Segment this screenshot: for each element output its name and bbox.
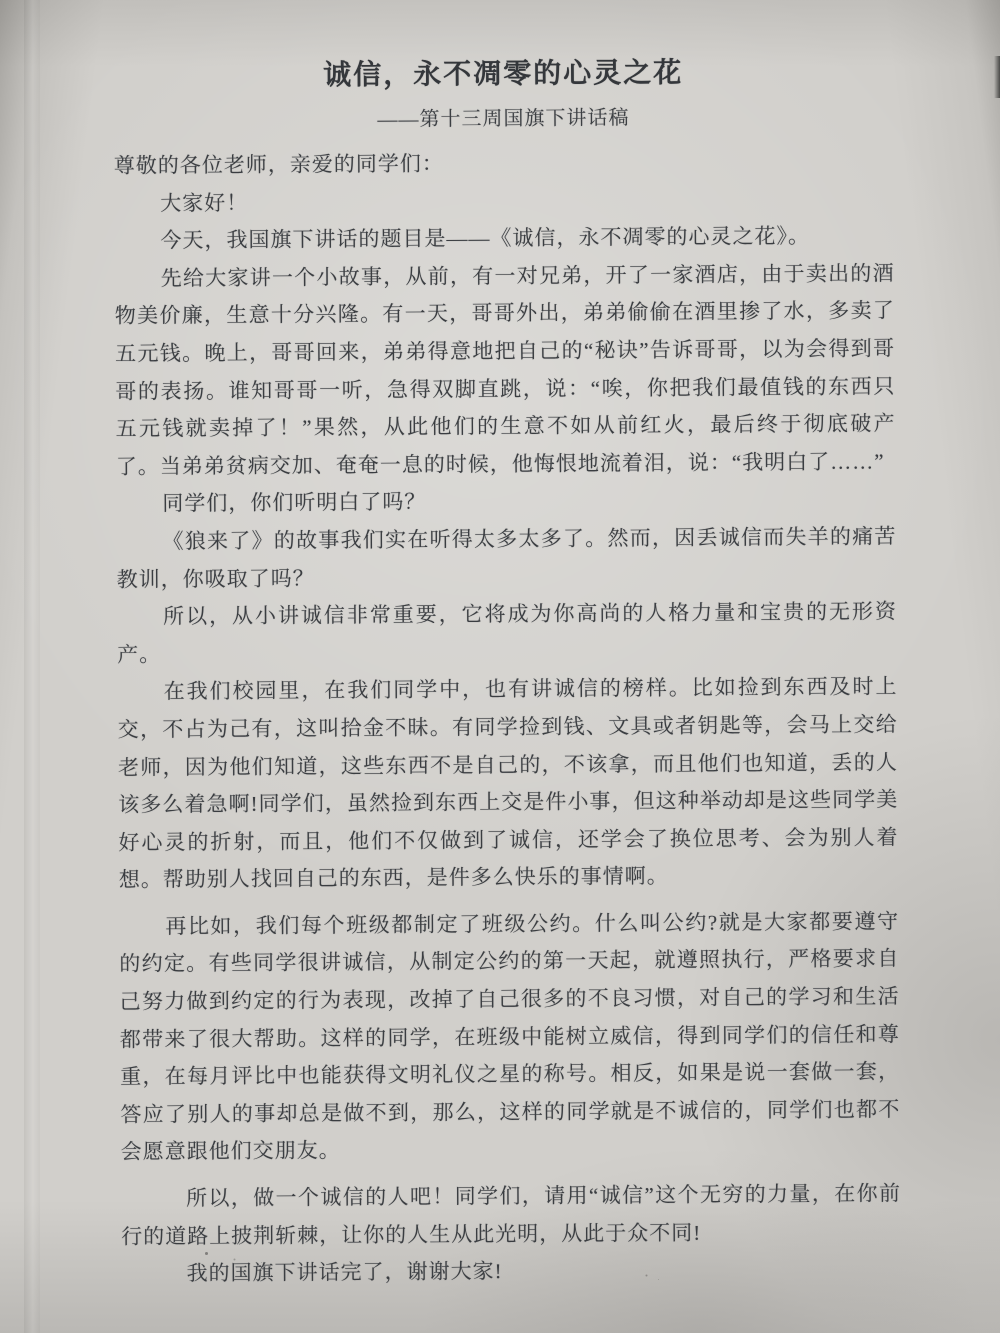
paragraph-class-pact: 再比如，我们每个班级都制定了班级公约。什么叫公约?就是大家都要遵守的约定。有些同学很讲诚信，从制定公约的第一天起，就遵照执行，严格要求自己努力做到约定的行为表现，改掉了自己很多的不良习惯，对自己的学习和生活都带来了很大帮助。这样的同学，在班级中能树立威信，得到同学们的信任和尊重，在每月评比中也能获得文明礼仪之星的称号。相反，如果是说一套做一套，答应了别人的事却总是做不到，那么，这样的同学就是不诚信的，同学们也都不会愿意跟他们交朋友。 [119,909,901,1165]
page [113,49,902,1293]
paragraph-school-examples: 在我们校园里，在我们同学中，也有讲诚信的榜样。比如捡到东西及时上交，不占为己有，这叫拾金不昧。有同学捡到钱、文具或者钥匙等，会马上交给老师，因为他们知道，这些东西不是自己的，不该拿，而且他们也知道，丢的人该多么着急啊!同学们，虽然捡到东西上交是件小事，但这种举动却是这些同学美好心灵的折射，而且，他们不仅做到了诚信，还学会了换位思考、会为别人着想。帮助别人找回自己的东西，是件多么快乐的事情啊。 [117,674,899,892]
paragraph-closing: 我的国旗下讲话完了，谢谢大家! [186,1259,503,1286]
paragraph-question: 同学们，你们听明白了吗？ [162,489,427,516]
paragraph-greeting: 大家好！ [160,190,249,215]
paper-crease [24,0,40,1333]
paragraph-wolf-story: 《狼来了》的故事我们实在听得太多太多了。然而，因丢诚信而失羊的痛苦教训，你吸取了吗？ [116,524,897,592]
photo-edge-notch [994,56,1000,98]
paragraph-importance: 所以，从小讲诚信非常重要，它将成为你高尚的人格力量和宝贵的无形资产。 [117,599,897,667]
paragraph-story: 先给大家讲一个小故事，从前，有一对兄弟，开了一家酒店，由于卖出的酒物美价廉，生意十分兴隆。有一天，哥哥外出，弟弟偷偷在酒里掺了水，多卖了五元钱。晚上，哥哥回来，弟弟得意地把自己的“秘诀”告诉哥哥，以为会得到哥哥的表扬。谁知哥哥一听，急得双脚直跳，说：“唉，你把我们最值钱的东西只五元钱就卖掉了！”果然，从此他们的生意不如从前红火，最后终于彻底破产了。当弟弟贫病交加、奄奄一息的时候，他悔恨地流着泪，说：“我明白了……” [114,261,896,479]
document-subtitle: ——第十三周国旗下讲话稿 [377,107,630,131]
document-title: 诚信，永不凋零的心灵之花 [323,57,684,92]
paragraph-topic: 今天，我国旗下讲话的题目是——《诚信，永不凋零的心灵之花》。 [160,224,811,253]
paragraph-appeal: 所以，做一个诚信的人吧！同学们，请用“诚信”这个无穷的力量，在你前行的道路上披荆斩棘，让你的人生从此光明，从此于众不同! [121,1181,902,1249]
document-body [114,142,902,1293]
paragraph-salutation: 尊敬的各位老师，亲爱的同学们： [113,151,444,178]
